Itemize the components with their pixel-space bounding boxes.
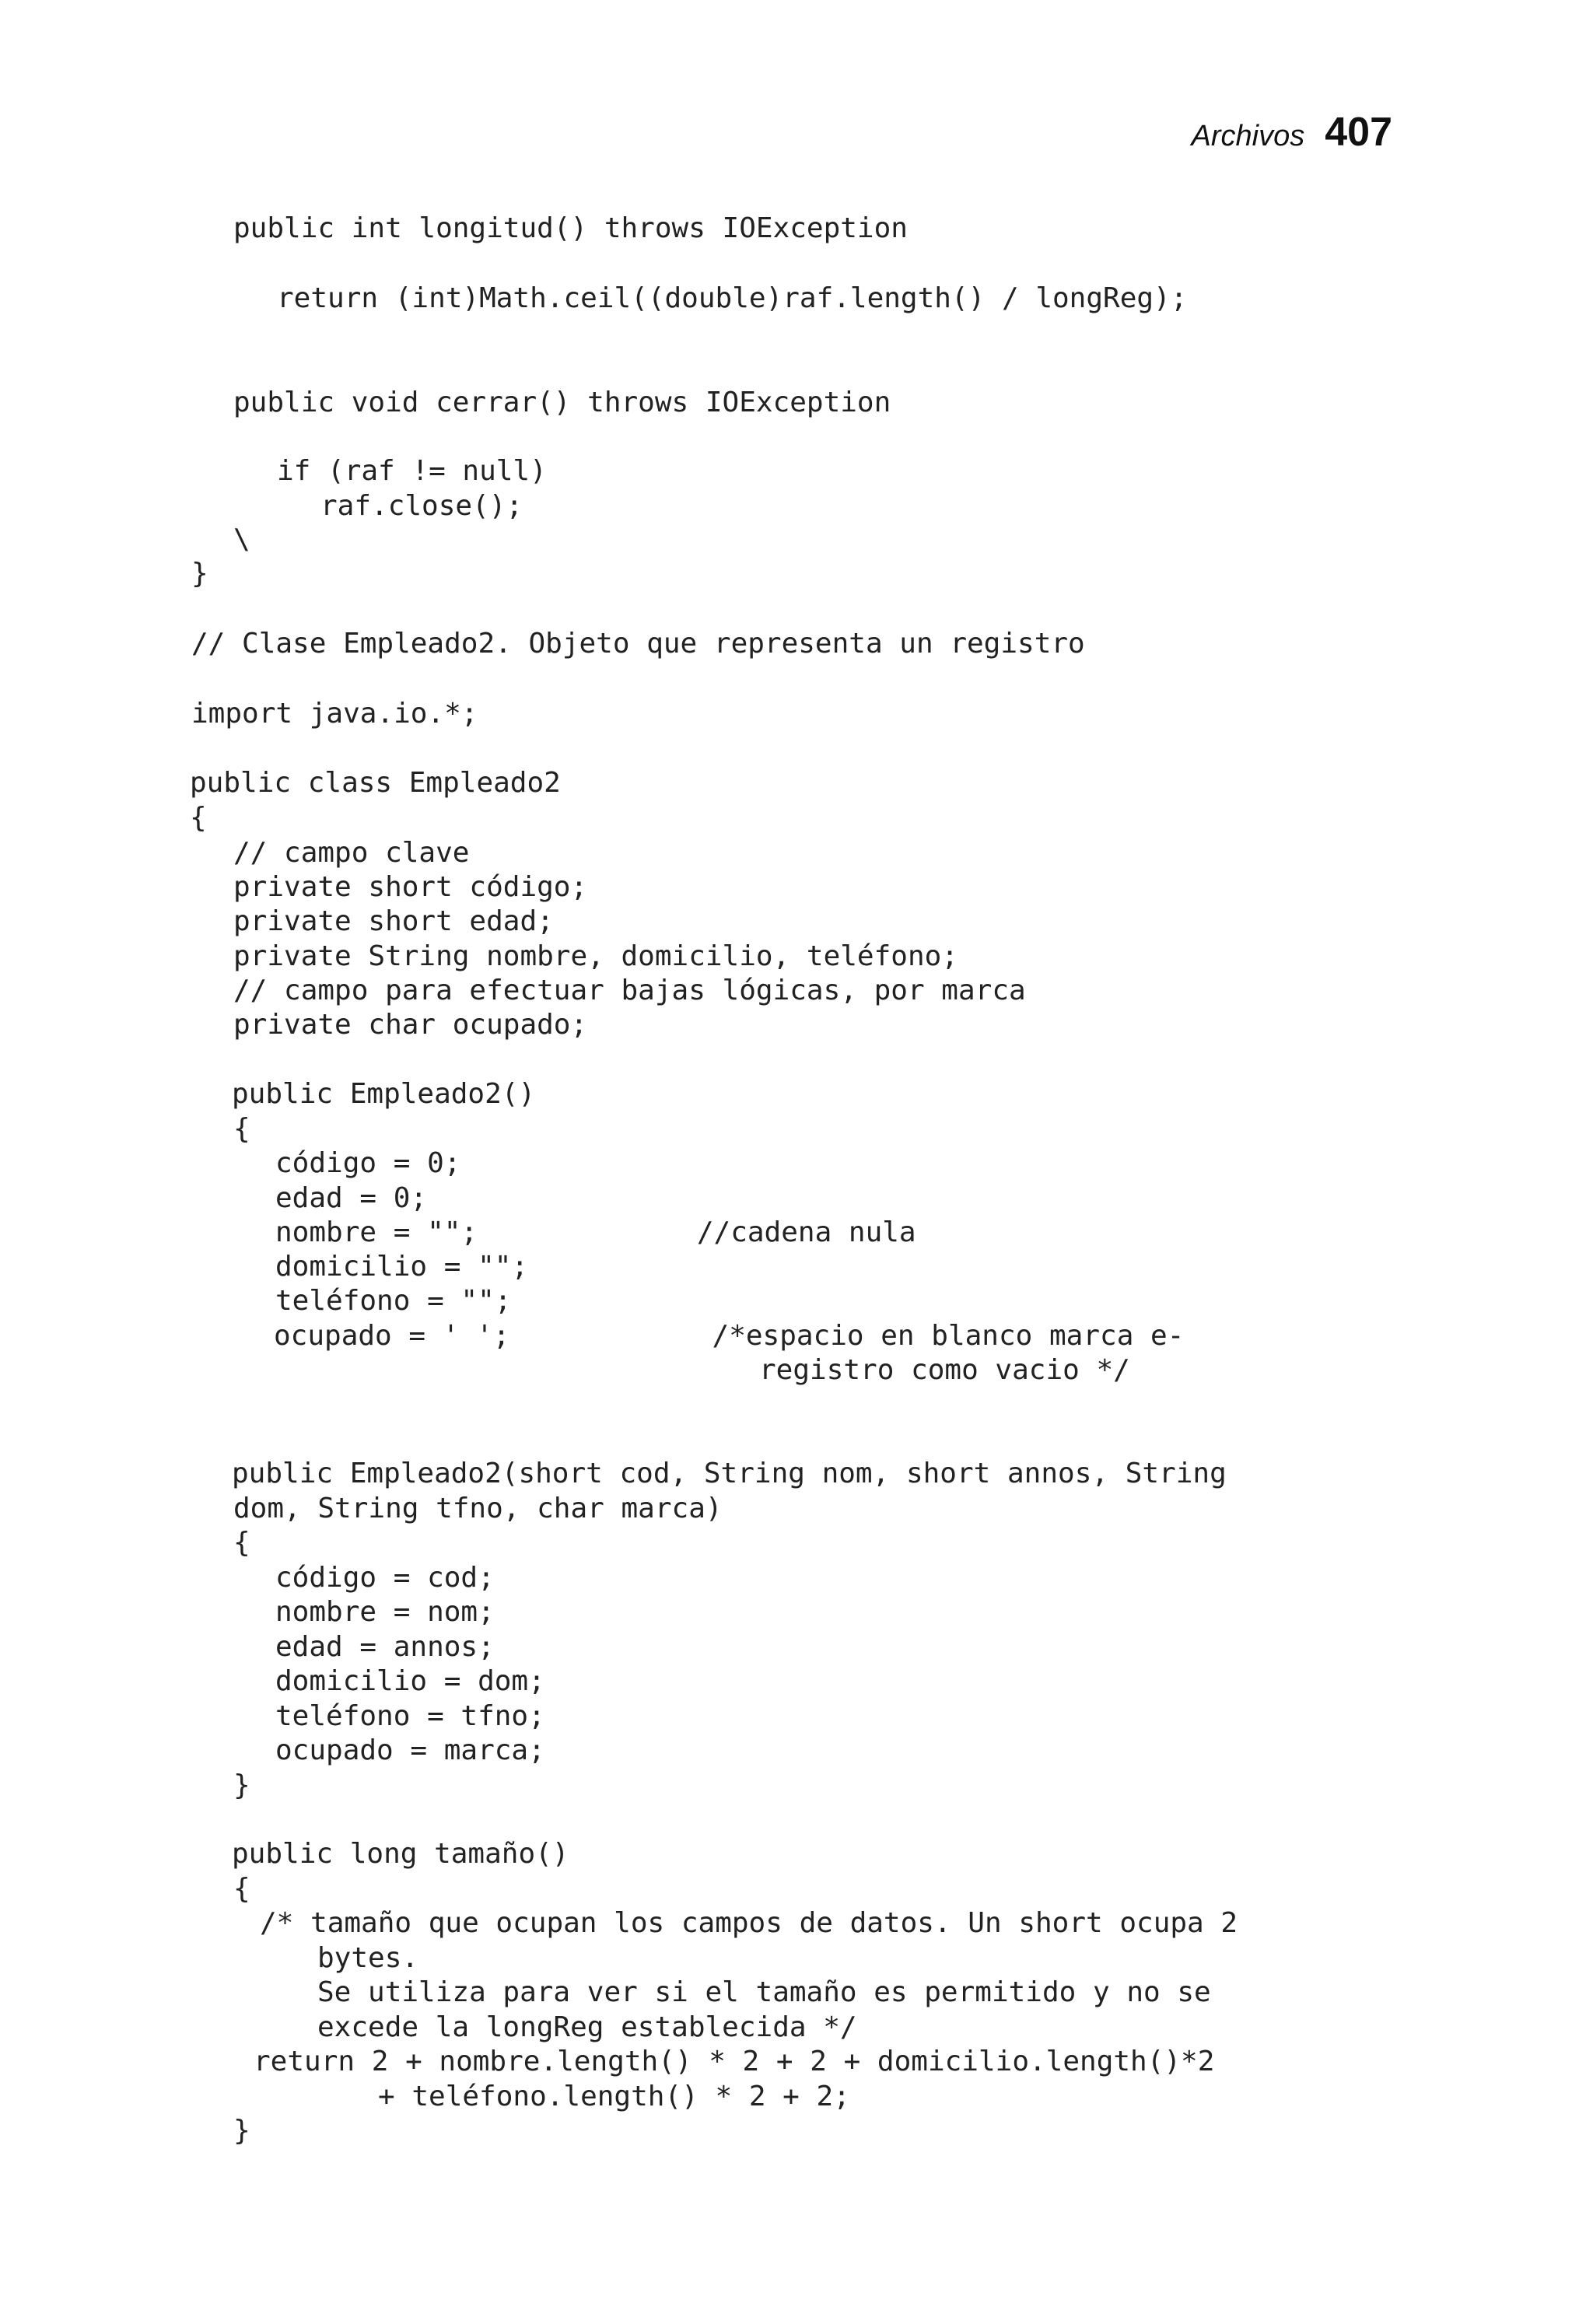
code-line: ocupado = ' '; /*espacio en blanco marca e- [274,1320,1185,1352]
code-line: { [190,802,207,834]
section-title: Archivos [1191,120,1305,152]
code-line: public class Empleado2 [190,767,561,799]
code-line: return (int)Math.ceil((double)raf.length() / longReg); [277,282,1188,314]
code-line: // campo para efectuar bajas lógicas, por marca [233,975,1026,1006]
code-line: nombre = ""; //cadena nula [275,1216,916,1248]
code-line: { [233,1113,250,1145]
code-line: teléfono = tfno; [275,1700,545,1732]
code-line: public int longitud() throws IOException [233,212,908,244]
code-line: return 2 + nombre.length() * 2 + 2 + domicilio.length()*2 [254,2046,1215,2077]
code-line: public long tamaño() [232,1838,569,1870]
code-line: edad = annos; [275,1631,495,1663]
code-line: teléfono = ""; [275,1285,512,1317]
code-line: \ [233,523,250,555]
code-line: raf.close(); [320,490,523,522]
code-line: registro como vacio */ [759,1354,1130,1386]
code-line: } [191,558,208,590]
code-line: código = cod; [275,1562,495,1594]
code-line: + teléfono.length() * 2 + 2; [378,2081,850,2112]
code-line: public void cerrar() throws IOException [233,387,891,418]
code-line: edad = 0; [275,1182,428,1214]
code-line: domicilio = dom; [275,1665,545,1697]
code-line: { [233,1873,250,1905]
code-line: bytes. [317,1942,419,1974]
code-line: private char ocupado; [233,1009,588,1041]
code-line: domicilio = ""; [275,1251,529,1283]
code-line: public Empleado2() [232,1078,536,1110]
code-line: public Empleado2(short cod, String nom, short annos, String [232,1458,1227,1489]
code-line: código = 0; [275,1147,461,1179]
page-number: 407 [1325,110,1392,155]
code-line: } [233,1769,250,1801]
code-line: if (raf != null) [277,455,547,487]
code-line: // Clase Empleado2. Objeto que representa un registro [191,628,1085,660]
code-line: // campo clave [233,837,470,869]
code-line: ocupado = marca; [275,1734,545,1766]
code-line: private String nombre, domicilio, teléfono; [233,940,958,972]
code-line: import java.io.*; [191,698,478,730]
code-line: { [233,1527,250,1559]
code-line: nombre = nom; [275,1596,495,1628]
code-line: private short código; [233,871,588,903]
code-line: Se utiliza para ver si el tamaño es permitido y no se [317,1976,1211,2008]
code-line: } [233,2115,250,2147]
code-line: excede la longReg establecida */ [317,2011,857,2043]
code-line: dom, String tfno, char marca) [233,1493,723,1524]
code-line: private short edad; [233,905,554,937]
code-line: /* tamaño que ocupan los campos de datos. Un short ocupa 2 [260,1907,1238,1939]
